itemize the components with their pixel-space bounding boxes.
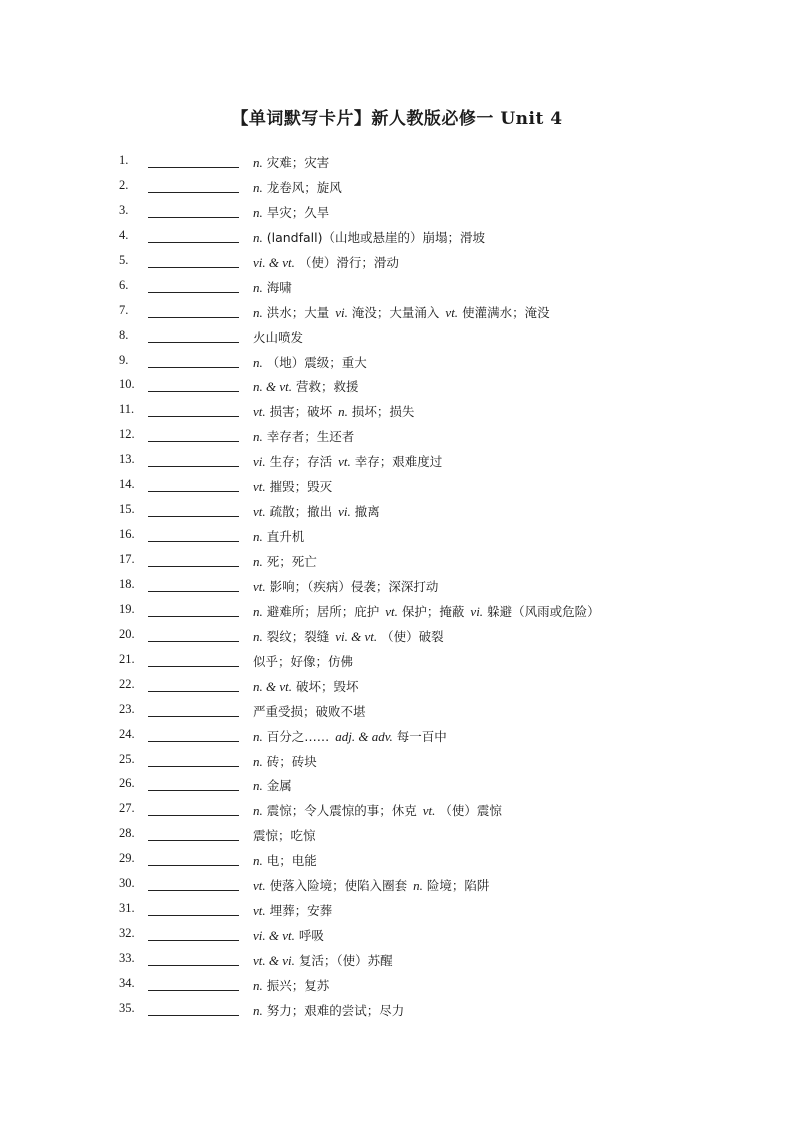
item-number: 34.	[119, 975, 135, 990]
list-item	[0, 250, 794, 275]
meaning-text: 海啸	[266, 279, 292, 295]
item-number: 13.	[119, 452, 135, 467]
list-item	[0, 350, 794, 375]
list-item	[0, 674, 794, 699]
item-number: 9.	[119, 352, 129, 367]
item-number: 32.	[119, 926, 135, 941]
list-item	[0, 275, 794, 300]
list-item	[0, 599, 794, 624]
definition	[253, 353, 367, 371]
part-of-speech: vt.	[253, 479, 266, 495]
item-number: 3.	[119, 202, 129, 217]
meaning-text: 埋葬；安葬	[269, 903, 333, 919]
meaning-text: 电；电能	[266, 853, 317, 869]
answer-blank[interactable]	[148, 591, 239, 592]
definition	[253, 402, 414, 420]
answer-blank[interactable]	[148, 616, 239, 617]
answer-blank[interactable]	[148, 192, 239, 193]
definition	[253, 153, 329, 171]
part-of-speech: adj. & adv.	[335, 728, 393, 744]
part-of-speech: n.	[253, 204, 263, 220]
part-of-speech: vt.	[422, 803, 436, 819]
item-number: 10.	[119, 377, 135, 392]
answer-blank[interactable]	[148, 716, 239, 717]
definition	[253, 627, 444, 645]
part-of-speech: n.	[253, 628, 263, 644]
part-of-speech: vi.	[338, 504, 351, 520]
part-of-speech: n.	[413, 878, 423, 894]
answer-blank[interactable]	[148, 317, 239, 318]
answer-blank[interactable]	[148, 292, 239, 293]
answer-blank[interactable]	[148, 466, 239, 467]
answer-blank[interactable]	[148, 167, 239, 168]
list-item	[0, 724, 794, 749]
answer-blank[interactable]	[148, 915, 239, 916]
list-item	[0, 499, 794, 524]
part-of-speech: n.	[253, 728, 263, 744]
answer-blank[interactable]	[148, 566, 239, 567]
definition	[253, 602, 600, 620]
answer-blank[interactable]	[148, 790, 239, 791]
definition	[253, 976, 329, 994]
meaning-text: 摧毁；毁灭	[269, 479, 333, 495]
item-number: 24.	[119, 726, 135, 741]
answer-blank[interactable]	[148, 666, 239, 667]
page-title: 【单词默写卡片】新人教版必修一 Unit 4	[231, 109, 563, 129]
answer-blank[interactable]	[148, 367, 239, 368]
part-of-speech: vt.	[253, 903, 266, 919]
answer-blank[interactable]	[148, 840, 239, 841]
list-item	[0, 948, 794, 973]
meaning-text: 避难所；居所；庇护	[266, 603, 380, 619]
definition	[253, 752, 317, 770]
definition	[253, 477, 332, 495]
definition	[253, 228, 485, 246]
answer-blank[interactable]	[148, 1015, 239, 1016]
meaning-text: 撤离	[354, 504, 380, 520]
definition	[253, 303, 550, 321]
definition	[253, 328, 303, 346]
list-item	[0, 374, 794, 399]
item-number: 18.	[119, 576, 135, 591]
definition	[253, 826, 316, 844]
meaning-text: 龙卷风；旋风	[266, 179, 342, 195]
definition	[253, 776, 292, 794]
meaning-text: （使）破裂	[381, 628, 444, 644]
list-item	[0, 449, 794, 474]
part-of-speech: vi. & vt.	[253, 254, 295, 270]
part-of-speech: vi.	[335, 304, 348, 320]
item-number: 29.	[119, 851, 135, 866]
part-of-speech: n.	[253, 304, 263, 320]
part-of-speech: vt.	[253, 878, 266, 894]
meaning-text: 旱灾；久旱	[266, 204, 330, 220]
meaning-text: 砖；砖块	[266, 753, 317, 769]
meaning-text: 灾难；灾害	[266, 155, 330, 170]
part-of-speech: n.	[253, 753, 263, 769]
part-of-speech: vi.	[470, 603, 484, 619]
meaning-text: 洪水；大量	[266, 304, 330, 320]
list-item	[0, 773, 794, 798]
part-of-speech: n.	[253, 354, 263, 370]
item-number: 22.	[119, 676, 135, 691]
item-number: 14.	[119, 477, 135, 492]
list-item	[0, 474, 794, 499]
definition	[253, 452, 442, 470]
item-number: 20.	[119, 626, 135, 641]
list-item	[0, 150, 794, 175]
part-of-speech: n.	[253, 179, 263, 195]
definition	[253, 427, 354, 445]
part-of-speech: vi. & vt.	[253, 928, 295, 944]
meaning-text: 营救；救援	[296, 379, 359, 395]
part-of-speech: vt.	[385, 603, 398, 619]
item-number: 12.	[119, 427, 135, 442]
meaning-text: 努力；艰难的尝试；尽力	[266, 1002, 405, 1018]
part-of-speech: vi.	[253, 454, 266, 470]
part-of-speech: n.	[253, 429, 263, 445]
answer-blank[interactable]	[148, 342, 239, 343]
item-number: 28.	[119, 826, 135, 841]
answer-blank[interactable]	[148, 242, 239, 243]
meaning-text: 严重受损；破败不堪	[253, 703, 366, 719]
part-of-speech: vt.	[253, 404, 266, 420]
part-of-speech: n.	[253, 554, 263, 569]
list-item	[0, 624, 794, 649]
definition	[253, 702, 366, 720]
answer-blank[interactable]	[148, 416, 239, 417]
answer-blank[interactable]	[148, 890, 239, 891]
vocabulary-list	[0, 150, 794, 1023]
meaning-text: 影响；（疾病）侵袭；深深打动	[269, 578, 439, 594]
item-number: 17.	[119, 552, 135, 566]
meaning-text: 疏散；撤出	[269, 504, 333, 520]
list-item	[0, 749, 794, 774]
definition	[253, 926, 324, 944]
answer-blank[interactable]	[148, 441, 239, 442]
answer-blank[interactable]	[148, 691, 239, 692]
meaning-text: 似乎；好像；仿佛	[253, 653, 354, 669]
meaning-text: （地）震级；重大	[266, 354, 367, 370]
item-number: 35.	[119, 1000, 135, 1015]
meaning-text: 幸存；艰难度过	[354, 454, 443, 470]
part-of-speech: n.	[253, 155, 263, 170]
list-item	[0, 574, 794, 599]
definition	[253, 876, 489, 894]
list-item	[0, 823, 794, 848]
list-item	[0, 998, 794, 1023]
answer-blank[interactable]	[148, 990, 239, 991]
definition	[253, 901, 332, 919]
list-item	[0, 798, 794, 823]
part-of-speech: vt.	[445, 304, 459, 320]
meaning-text: （使）震惊	[439, 803, 502, 819]
definition	[253, 1001, 404, 1019]
item-number: 8.	[119, 327, 129, 342]
item-number: 1.	[119, 153, 129, 167]
meaning-text: 保护；掩蔽	[401, 603, 465, 619]
meaning-text: 直升机	[266, 529, 305, 545]
item-number: 23.	[119, 701, 135, 716]
definition	[253, 951, 393, 969]
part-of-speech: n.	[253, 977, 263, 993]
part-of-speech: n.	[253, 529, 263, 545]
answer-blank[interactable]	[148, 641, 239, 642]
meaning-text: 损坏；损失	[351, 404, 415, 420]
meaning-text: 每一百中	[396, 728, 447, 744]
definition	[253, 801, 502, 819]
meaning-text: 使落入险境；使陷入圈套	[269, 878, 408, 894]
item-number: 26.	[119, 776, 135, 791]
meaning-text: 振兴；复苏	[266, 977, 330, 993]
part-of-speech: vt.	[253, 578, 266, 594]
definition	[253, 851, 317, 869]
answer-blank[interactable]	[148, 491, 239, 492]
answer-blank[interactable]	[148, 940, 239, 941]
list-item	[0, 175, 794, 200]
meaning-text: 破坏；毁坏	[296, 678, 359, 694]
list-item	[0, 848, 794, 873]
answer-blank[interactable]	[148, 815, 239, 816]
answer-blank[interactable]	[148, 741, 239, 742]
part-of-speech: n.	[253, 603, 263, 619]
part-of-speech: n.	[338, 404, 348, 420]
list-item	[0, 524, 794, 549]
meaning-text: 淹没；大量涌入	[351, 304, 440, 320]
item-number: 27.	[119, 801, 135, 816]
list-item	[0, 923, 794, 948]
part-of-speech: n.	[253, 778, 263, 794]
definition	[253, 178, 342, 196]
definition	[253, 577, 438, 595]
part-of-speech: n.	[253, 853, 263, 869]
item-number: 5.	[119, 252, 129, 267]
meaning-text: 躲避（风雨或危险）	[487, 603, 600, 619]
part-of-speech: vt.	[253, 504, 266, 520]
meaning-text: 裂纹；裂缝	[266, 628, 330, 644]
definition	[253, 527, 304, 545]
answer-blank[interactable]	[148, 217, 239, 218]
list-item	[0, 225, 794, 250]
item-number: 16.	[119, 527, 135, 542]
list-item	[0, 200, 794, 225]
answer-blank[interactable]	[148, 541, 239, 542]
meaning-text: 呼吸	[298, 928, 324, 944]
answer-blank[interactable]	[148, 965, 239, 966]
meaning-text: 幸存者；生还者	[266, 429, 355, 445]
definition	[253, 253, 399, 271]
list-item	[0, 898, 794, 923]
definition	[253, 203, 329, 221]
meaning-text: 死；死亡	[266, 554, 317, 569]
part-of-speech: vi. & vt.	[335, 628, 378, 644]
definition	[253, 652, 353, 670]
item-number: 19.	[119, 601, 135, 616]
part-of-speech: n. & vt.	[253, 379, 292, 395]
definition	[253, 502, 380, 520]
list-item	[0, 549, 794, 574]
list-item	[0, 424, 794, 449]
answer-blank[interactable]	[148, 516, 239, 517]
meaning-text: 损害；破坏	[269, 404, 333, 420]
item-number: 7.	[119, 302, 129, 317]
item-number: 25.	[119, 751, 135, 766]
meaning-text: 火山喷发	[253, 329, 304, 345]
meaning-text: 复活；（使）苏醒	[298, 953, 393, 968]
definition	[253, 727, 447, 745]
definition	[253, 278, 292, 296]
list-item	[0, 649, 794, 674]
meaning-text: 险境；陷阱	[426, 878, 490, 894]
list-item	[0, 973, 794, 998]
list-item	[0, 873, 794, 898]
part-of-speech: n.	[253, 803, 263, 819]
part-of-speech: n.	[253, 1002, 263, 1018]
part-of-speech: n.	[253, 229, 263, 245]
answer-blank[interactable]	[148, 865, 239, 866]
answer-blank[interactable]	[148, 391, 239, 392]
item-number: 2.	[119, 177, 129, 192]
definition	[253, 377, 359, 395]
item-number: 21.	[119, 651, 135, 666]
meaning-text: 百分之……	[266, 728, 330, 744]
meaning-text: 金属	[266, 778, 292, 794]
part-of-speech: vt.	[338, 454, 351, 470]
list-item	[0, 325, 794, 350]
list-item	[0, 699, 794, 724]
meaning-text: （使）滑行；滑动	[298, 254, 399, 270]
item-number: 4.	[119, 227, 129, 242]
item-number: 11.	[119, 402, 135, 417]
list-item	[0, 300, 794, 325]
definition	[253, 552, 317, 570]
part-of-speech: vt. & vi.	[253, 953, 295, 968]
answer-blank[interactable]	[148, 766, 239, 767]
list-item	[0, 399, 794, 424]
meaning-text: 震惊；吃惊	[253, 828, 316, 844]
item-number: 33.	[119, 951, 135, 965]
answer-blank[interactable]	[148, 267, 239, 268]
meaning-text: 生存；存活	[269, 454, 333, 470]
meaning-text: 使灌满水；淹没	[462, 304, 550, 320]
item-number: 30.	[119, 876, 135, 891]
item-number: 6.	[119, 277, 129, 292]
item-number: 31.	[119, 901, 135, 916]
part-of-speech: n. & vt.	[253, 678, 292, 694]
definition	[253, 677, 359, 695]
meaning-text: (landfall)（山地或悬崖的）崩塌；滑坡	[266, 229, 486, 245]
part-of-speech: n.	[253, 279, 263, 295]
item-number: 15.	[119, 502, 135, 517]
meaning-text: 震惊；令人震惊的事；休克	[266, 803, 417, 819]
